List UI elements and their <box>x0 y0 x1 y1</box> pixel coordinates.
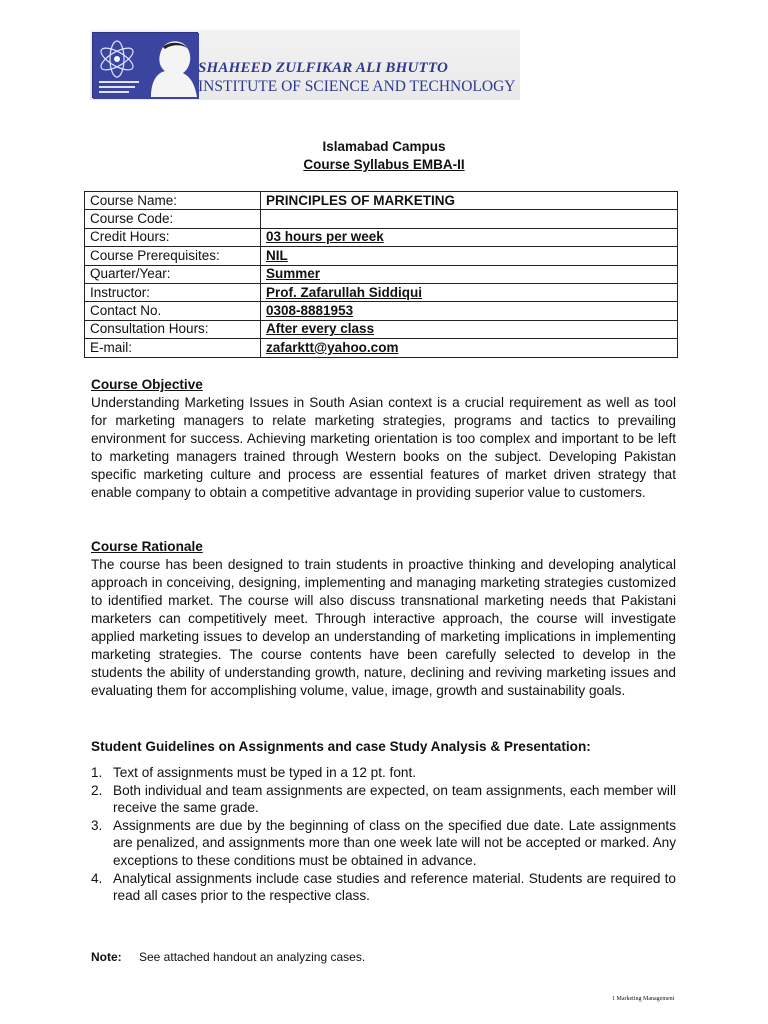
course-objective-section <box>91 376 676 502</box>
table-row <box>85 265 678 283</box>
course-code-label: Course Code: <box>85 210 261 228</box>
table-row <box>85 192 678 210</box>
list-item-text: Analytical assignments include case studies and reference material. Students are required to read all cases prior to the respective class. <box>113 870 676 904</box>
list-item <box>91 782 676 817</box>
table-row <box>85 210 678 228</box>
guidelines-heading: Student Guidelines on Assignments and case Study Analysis & Presentation: <box>91 739 591 754</box>
course-rationale-heading: Course Rationale <box>91 539 203 554</box>
credit-hours-value: 03 hours per week <box>261 228 678 246</box>
institute-emblem-icon <box>92 32 198 98</box>
list-item <box>91 817 676 870</box>
guidelines-list <box>91 764 676 905</box>
note-line <box>91 950 365 964</box>
course-objective-heading: Course Objective <box>91 377 203 392</box>
prerequisites-label: Course Prerequisites: <box>85 247 261 265</box>
institute-logo-banner <box>90 30 520 100</box>
table-row <box>85 339 678 357</box>
page-footer: 1 Marketing Management <box>612 996 675 1002</box>
prerequisites-value: NIL <box>261 247 678 265</box>
campus-title: Islamabad Campus <box>322 139 446 154</box>
table-row <box>85 247 678 265</box>
table-row <box>85 228 678 246</box>
consultation-hours-value: After every class <box>261 320 678 338</box>
table-row <box>85 302 678 320</box>
course-code-value <box>261 210 678 228</box>
list-item-number: 2. <box>91 782 103 798</box>
course-rationale-section <box>91 538 676 700</box>
list-item-text: Both individual and team assignments are expected, on team assignments, each member will receive the same grade. <box>113 782 676 816</box>
quarter-year-label: Quarter/Year: <box>85 265 261 283</box>
list-item-number: 4. <box>91 870 103 886</box>
contact-value: 0308-8881953 <box>261 302 678 320</box>
list-item-text: Text of assignments must be typed in a 12 pt. font. <box>113 765 417 780</box>
course-name-label: Course Name: <box>85 192 261 210</box>
contact-label: Contact No. <box>85 302 261 320</box>
list-item-number: 3. <box>91 817 103 833</box>
note-label: Note: <box>91 950 122 964</box>
course-objective-text: Understanding Marketing Issues in South Asian context is a crucial requirement as well as tool for marketing managers to relate marketing strategies, programs and tactics to prevailing environment for success. Achieving marketing orientation is too complex and important to be left to marketing managers trained through Western books on the subject. Developing Pakistan specific marketing culture and process are essential features of market driven strategy that enable company to obtain a competitive advantage in providing superior value to customers. <box>91 395 676 500</box>
syllabus-title: Course Syllabus EMBA-II <box>303 157 465 172</box>
institute-name-line1: SHAHEED ZULFIKAR ALI BHUTTO <box>198 60 449 76</box>
credit-hours-label: Credit Hours: <box>85 228 261 246</box>
note-text: See attached handout an analyzing cases. <box>139 950 366 964</box>
document-titles <box>0 138 768 174</box>
course-info-table <box>84 191 678 358</box>
email-label: E-mail: <box>85 339 261 357</box>
institute-name-line2: INSTITUTE OF SCIENCE AND TECHNOLOGY <box>198 78 516 95</box>
consultation-hours-label: Consultation Hours: <box>85 320 261 338</box>
list-item-number: 1. <box>91 765 103 780</box>
list-item-text: Assignments are due by the beginning of class on the specified due date. Late assignments are penalized, and assignments more than one week late will not be accepted or marked. Any exceptions to these conditions must be obtained in advance. <box>113 817 676 868</box>
table-row <box>85 283 678 301</box>
email-value: zafarktt@yahoo.com <box>261 339 678 357</box>
list-item <box>91 764 676 782</box>
list-item <box>91 870 676 905</box>
course-name-value: PRINCIPLES OF MARKETING <box>261 192 678 210</box>
course-rationale-text: The course has been designed to train students in proactive thinking and developing analytical approach in conceiving, designing, implementing and managing marketing strategies customized to identified market. The course will also discuss transnational marketing needs that Pakistani marketers can competitively meet. Through interactive approach, the course will investigate applied marketing issues to develop an understanding of marketing implications in implementing marketing strategies. The course contents have been carefully selected to develop in the students the ability of understanding growth, nature, declining and reviving marketing issues and evaluating them for accomplishing volume, value, image, growth and sustainability goals. <box>91 557 676 698</box>
table-row <box>85 320 678 338</box>
instructor-value: Prof. Zafarullah Siddiqui <box>261 283 678 301</box>
quarter-year-value: Summer <box>261 265 678 283</box>
instructor-label: Instructor: <box>85 283 261 301</box>
